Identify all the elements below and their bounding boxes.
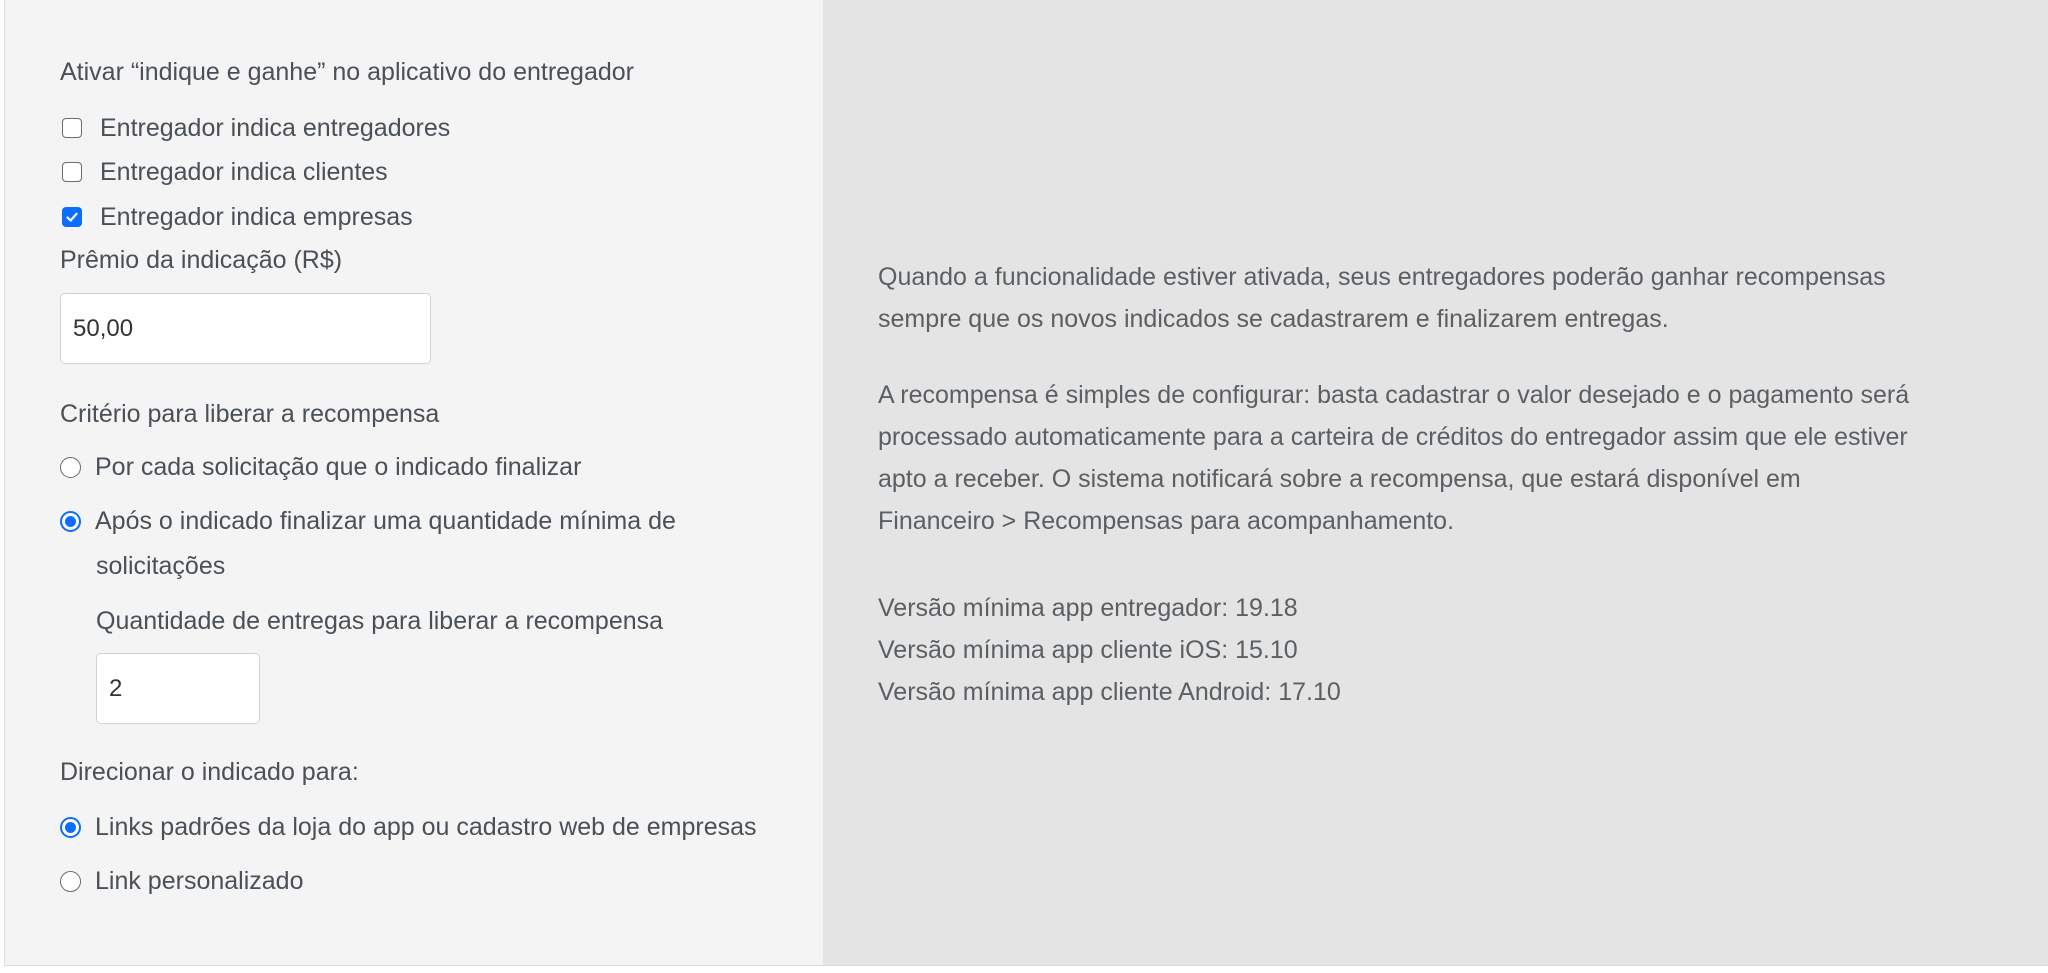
info-paragraph-1 [878, 256, 1886, 340]
radio-min-quantity-label[interactable]: Após o indicado finalizar uma quantidade mínima de [95, 507, 676, 535]
radio-default-links[interactable] [60, 817, 81, 838]
radio-min-quantity-label-continued[interactable]: solicitações [96, 552, 226, 580]
info-line: A recompensa é simples de configurar: basta cadastrar o valor desejado e o pagamento será [878, 381, 1910, 409]
checkbox-companies[interactable] [62, 207, 82, 227]
checkbox-row-clients[interactable] [62, 157, 388, 187]
info-line: sempre que os novos indicados se cadastrarem e finalizarem entregas. [878, 305, 1669, 333]
settings-form-panel [5, 0, 823, 965]
version-client-android: Versão mínima app cliente Android: 17.10 [878, 678, 1341, 706]
radio-per-request-label[interactable]: Por cada solicitação que o indicado finalizar [95, 453, 582, 481]
checkmark-icon [64, 209, 80, 225]
referral-section-title: Ativar “indique e ganhe” no aplicativo do entregador [60, 58, 634, 86]
quantity-label: Quantidade de entregas para liberar a recompensa [96, 607, 664, 635]
radio-min-quantity[interactable] [60, 511, 81, 532]
radio-custom-link[interactable] [60, 871, 81, 892]
radio-row-per-request[interactable] [60, 452, 581, 482]
checkbox-clients[interactable] [62, 162, 82, 182]
radio-row-default-links[interactable] [60, 812, 757, 842]
info-line: apto a receber. O sistema notificará sobre a recompensa, que estará disponível em [878, 465, 1801, 493]
version-client-ios: Versão mínima app cliente iOS: 15.10 [878, 636, 1298, 664]
info-line: Quando a funcionalidade estiver ativada, seus entregadores poderão ganhar recompensas [878, 263, 1886, 291]
radio-custom-link-label[interactable]: Link personalizado [95, 867, 304, 895]
radio-dot [65, 516, 76, 527]
info-versions [878, 587, 1341, 713]
info-line: Financeiro > Recompensas para acompanhamento. [878, 507, 1455, 535]
radio-dot [65, 822, 76, 833]
checkbox-couriers-label[interactable]: Entregador indica entregadores [100, 114, 451, 142]
radio-row-min-quantity[interactable] [60, 506, 676, 536]
checkbox-companies-label[interactable]: Entregador indica empresas [100, 203, 413, 231]
info-paragraph-2 [878, 374, 1909, 542]
criteria-label: Critério para liberar a recompensa [60, 400, 440, 428]
prize-label: Prêmio da indicação (R$) [60, 246, 343, 274]
version-courier-app: Versão mínima app entregador: 19.18 [878, 594, 1298, 622]
checkbox-couriers[interactable] [62, 118, 82, 138]
radio-per-request[interactable] [60, 457, 81, 478]
prize-input[interactable] [60, 293, 431, 364]
checkbox-row-couriers[interactable] [62, 113, 450, 143]
info-line: processado automaticamente para a carteira de créditos do entregador assim que ele estiver [878, 423, 1908, 451]
quantity-input[interactable] [96, 653, 260, 724]
checkbox-clients-label[interactable]: Entregador indica clientes [100, 158, 388, 186]
checkbox-row-companies[interactable] [62, 202, 413, 232]
redirect-label: Direcionar o indicado para: [60, 758, 359, 786]
radio-row-custom-link[interactable] [60, 866, 303, 896]
radio-default-links-label[interactable]: Links padrões da loja do app ou cadastro web de empresas [95, 813, 757, 841]
